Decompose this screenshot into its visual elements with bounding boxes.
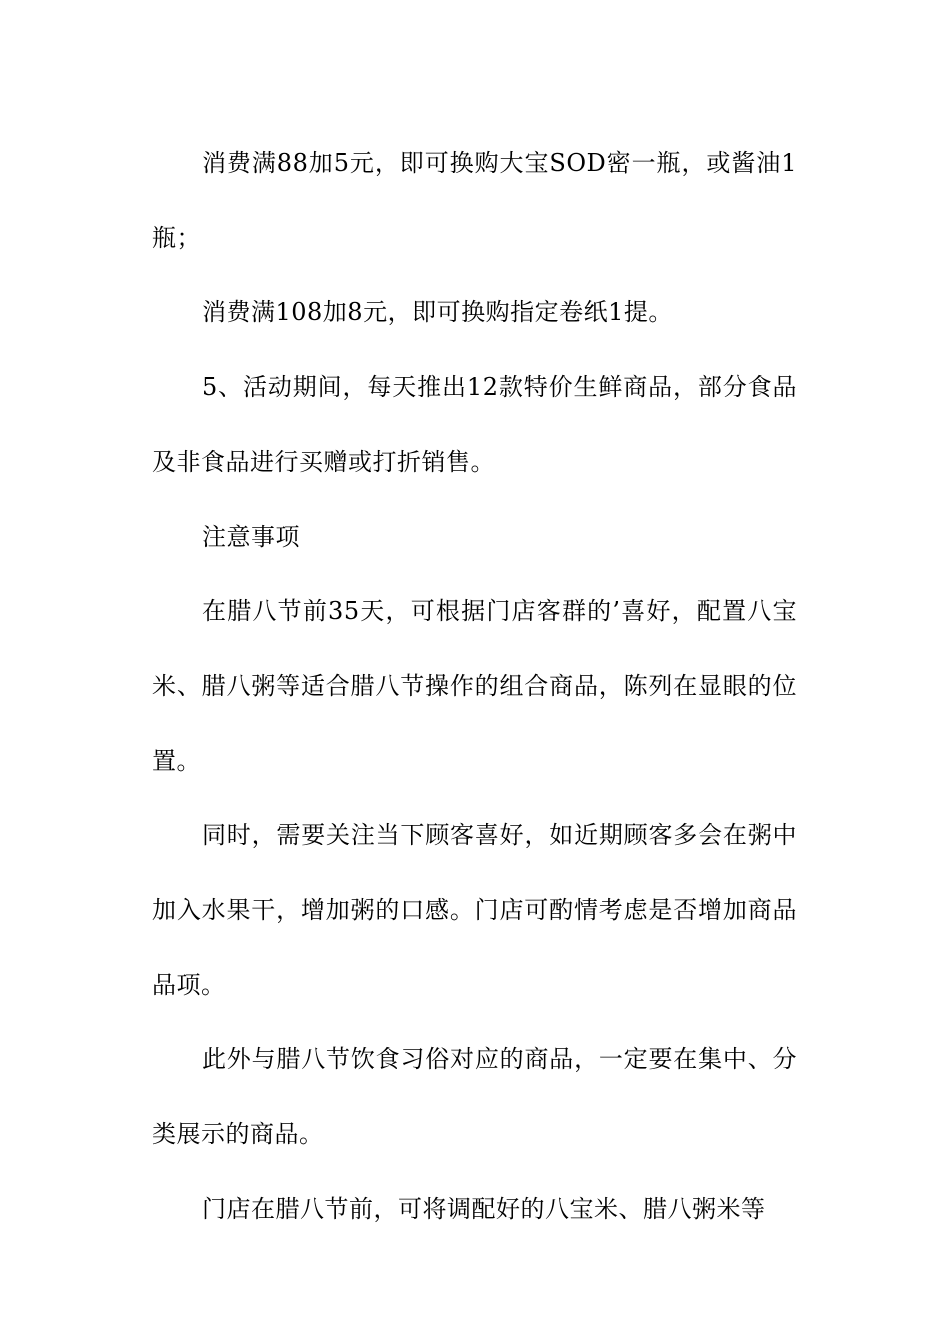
paragraph-exchange-108: 消费满108加8元，即可换购指定卷纸1提。 (202, 298, 673, 327)
paragraph-daily-specials: 5、活动期间，每天推出12款特价生鲜商品，部分食品及非食品进行买赠或打折销售。 (152, 373, 797, 476)
section-heading-notes: 注意事项 (202, 522, 300, 551)
paragraph-customer-preferences: 同时，需要关注当下顾客喜好，如近期顾客多会在粥中加入水果干，增加粥的口感。门店可酌情考虑是否增加商品品项。 (152, 821, 797, 999)
document-body (152, 126, 797, 1247)
paragraph-category-display: 此外与腊八节饮食习俗对应的商品，一定要在集中、分类展示的商品。 (152, 1045, 797, 1149)
paragraph-combo-products: 在腊八节前35天，可根据门店客群的’喜好，配置八宝米、腊八粥等适合腊八节操作的组合商品，陈列在显眼的位置。 (152, 597, 797, 775)
paragraph-store-preparation: 门店在腊八节前，可将调配好的八宝米、腊八粥米等 (202, 1194, 766, 1223)
paragraph-exchange-88: 消费满88加5元，即可换购大宝SOD密一瓶，或酱油1瓶； (152, 149, 797, 252)
